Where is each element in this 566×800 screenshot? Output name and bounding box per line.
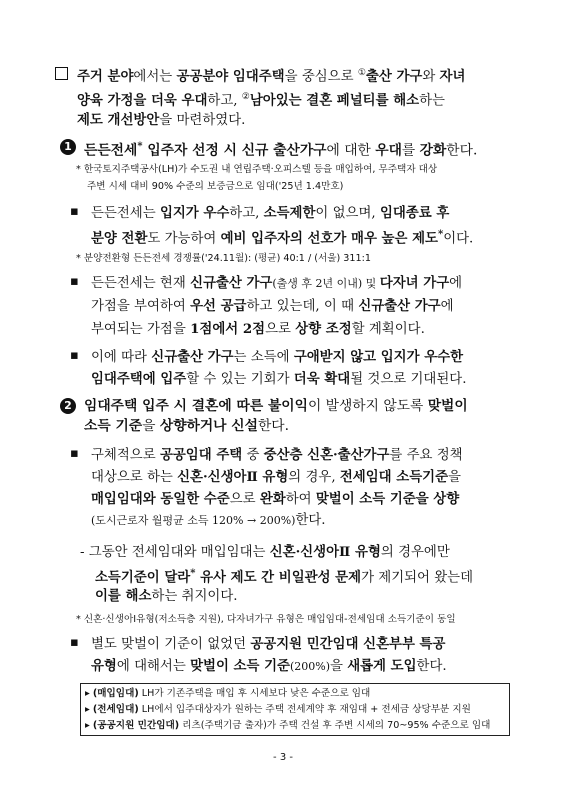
section-2-title-line-2: [84, 417, 289, 435]
text: 맞벌이 소득 기준: [190, 658, 290, 674]
text: *: [190, 568, 196, 579]
section-1-title: [84, 138, 477, 160]
footnote: * 한국토지주택공사(LH)가 수도권 내 연립주택·오피스텔 등을 매입하여, 무주택자 대상: [76, 164, 438, 175]
paragraph-line: [95, 565, 473, 587]
title-text: 에 대한: [326, 142, 376, 159]
title-text: 을: [142, 418, 160, 434]
text: 하는 취지이다.: [151, 589, 238, 604]
text: 의 경우,: [288, 470, 340, 485]
text: 가점을 부여하여: [91, 299, 191, 314]
text: 에: [449, 276, 463, 291]
bullet-icon: ▪: [70, 204, 79, 219]
paragraph-line: [91, 370, 466, 389]
text: 에: [440, 299, 454, 314]
triangle-bullet-icon: ▸: [85, 704, 90, 715]
paragraph-line: [91, 635, 445, 654]
text: 이에 따라: [91, 350, 152, 365]
paragraph-line: [91, 348, 463, 367]
title-text: 소득 기준: [84, 418, 143, 434]
text: 유사 제도 간 비일관성 문제: [195, 569, 362, 586]
text: 완화: [259, 491, 286, 507]
triangle-bullet-icon: ▸: [85, 720, 90, 731]
paragraph-line: [91, 320, 425, 339]
text: 공공지원 민간임대 신혼부부 특공: [250, 636, 446, 652]
bullet-icon: ▪: [70, 348, 79, 363]
title-text: 이 발생하지 않도록: [307, 398, 428, 414]
definition-row: [85, 687, 370, 700]
text: 대상으로 하는: [91, 470, 178, 485]
text: 될 것으로 기대된다.: [350, 372, 467, 387]
text: 이다.: [443, 231, 474, 247]
footnote: * 분양전환형 든든전세 경쟁률('24.11월): (평균) 40:1 / (서울) 311:1: [76, 253, 371, 264]
text: 더욱 확대: [293, 371, 351, 387]
text: 을: [448, 470, 461, 485]
text: 중: [242, 448, 264, 463]
title-text: 맞벌이: [427, 398, 468, 414]
text: 신규출산 가구: [190, 275, 273, 291]
bullet-icon: ▪: [70, 635, 79, 650]
text: 하고 있는데, 이 때: [246, 299, 359, 314]
title-text: 상향하거나 신설: [159, 418, 258, 434]
text: 새롭게 도입: [347, 658, 417, 674]
bullet-icon: ▪: [70, 446, 79, 461]
text: 는 소득에: [233, 350, 294, 365]
text: 구체적으로: [91, 448, 160, 463]
paragraph-line: [91, 297, 454, 316]
intro-text: 제도 개선방안: [77, 112, 160, 128]
title-text: 한다.: [257, 418, 289, 434]
text: 가 제기되어 왔는데: [361, 570, 474, 586]
text: 전세임대 소득기준: [339, 469, 449, 485]
paragraph-line: [91, 226, 473, 248]
text: 매입임대와 동일한 수준: [91, 491, 230, 507]
text: 입지가 우수: [159, 205, 230, 221]
text: 리츠(주택기금 출자)가 주택 건설 후 주변 시세의 70~95% 수준으로 임대: [179, 720, 491, 731]
text: 할 수 있는 기회가: [186, 372, 294, 387]
text: 임대종료 후: [379, 205, 450, 221]
text: 의 경우에만: [380, 545, 450, 560]
text: 별도 맞벌이 기준이 없었던: [91, 637, 251, 652]
intro-text: ②: [241, 92, 250, 102]
footnote: 주변 시세 대비 90% 수준의 보증금으로 임대('25년 1.4만호): [87, 181, 344, 192]
text: 에 대해서는: [116, 659, 191, 674]
text: (전세임대): [92, 704, 139, 715]
text: 소득기준이 달라: [95, 569, 191, 586]
intro-text: 을 중심으로: [284, 69, 358, 85]
text: 우선 공급: [190, 298, 247, 314]
bullet-icon: ▪: [70, 274, 79, 289]
text: 구애받지 않고 입지가 우수한: [293, 349, 464, 365]
paragraph-line: [91, 446, 463, 465]
text: LH가 기존주택을 매입 후 시세보다 낮은 수준으로 임대: [138, 688, 371, 699]
text: 하여: [285, 492, 316, 507]
text: 임대주택에 입주: [91, 371, 187, 387]
intro-line-2: [77, 88, 445, 110]
title-text: 든든전세: [84, 142, 138, 159]
text: 으로: [229, 492, 260, 507]
title-text: 강화: [419, 142, 447, 159]
paragraph-line: [91, 512, 326, 530]
title-text: 우대: [375, 142, 402, 159]
definition-row: [85, 719, 490, 732]
section-2-title: [84, 397, 468, 415]
text: LH에서 입주대상자가 원하는 주택 전세계약 후 재임대 + 전세금 상당부분 지원: [138, 704, 471, 715]
intro-text: 양육 가정을 더욱 우대: [77, 92, 208, 109]
paragraph-line: [91, 468, 461, 487]
text: 을: [329, 659, 348, 674]
paragraph-line: [91, 204, 449, 223]
paragraph-line: [91, 490, 459, 509]
text: 이를 해소: [95, 588, 152, 604]
text: 한다.: [295, 513, 326, 528]
intro-text: 공공분야 임대주택: [176, 68, 285, 85]
title-text: 입주자 선정 시 신규 출산가구: [142, 142, 327, 159]
checkbox-square-icon: [55, 67, 68, 80]
text: 도 가능하여: [147, 231, 221, 247]
text: 상향 조정: [295, 321, 352, 337]
text: 신규출산 가구: [151, 349, 234, 365]
text: 예비 입주자의 선호가 매우 높은 제도: [220, 230, 438, 247]
text: - 그동안 전세임대와 매입임대는: [80, 545, 270, 560]
text: 분양 전환: [91, 230, 148, 247]
intro-text: 주거 분야: [77, 68, 134, 85]
text: 신규출산 가구: [358, 298, 441, 314]
intro-text: 남아있는 결혼 페널티를 해소: [249, 92, 420, 109]
text: (공공지원 민간임대): [92, 720, 180, 731]
intro-text: 하는: [419, 93, 445, 109]
text: 를 주요 정책: [389, 448, 463, 463]
text: 으로: [265, 322, 296, 337]
text: 하고,: [229, 206, 264, 221]
title-text: 를: [401, 142, 420, 159]
section-number-2-icon: 2: [60, 398, 76, 414]
triangle-bullet-icon: ▸: [85, 688, 90, 699]
text: 든든전세는: [91, 206, 160, 221]
intro-text: 출산 가구: [365, 68, 423, 85]
section-number-1-icon: 1: [60, 139, 76, 155]
title-text: 한다.: [446, 142, 478, 159]
intro-text: 하고,: [207, 93, 242, 109]
intro-text: ①: [357, 68, 366, 78]
text: 신혼·신생아Ⅱ 유형: [269, 544, 381, 560]
title-text: 임대주택 입주 시 결혼에 따른 불이익: [84, 398, 308, 414]
text: (도시근로자 월평균 소득 120% → 200%): [91, 514, 296, 527]
text: *: [437, 229, 444, 240]
intro-line-3: [77, 111, 245, 130]
text: 1점에서 2점: [190, 321, 266, 337]
text: 소득제한: [263, 205, 316, 221]
text: (출생 후 2년 이내) 및: [272, 277, 380, 290]
text: 할 계획이다.: [351, 322, 425, 337]
text: 유형: [91, 658, 117, 674]
intro-text: 에서는: [133, 69, 177, 85]
intro-text: 와: [422, 69, 440, 85]
definition-row: [85, 703, 471, 716]
text: (200%): [289, 660, 330, 673]
intro-text: 을 마련하였다.: [159, 113, 246, 128]
text: 신혼·신생아Ⅱ 유형: [177, 469, 289, 485]
definition-box: [80, 683, 510, 736]
text: 부여되는 가점을: [91, 322, 191, 337]
intro-text: 자녀: [439, 68, 466, 85]
paragraph-line: [91, 657, 447, 676]
footnote: * 신혼·신생아Ⅰ유형(저소득층 지원), 다자녀가구 유형은 매입임대-전세임대 소득기준이 동일: [76, 614, 456, 625]
text: (매입임대): [92, 688, 139, 699]
text: 공공임대 주택: [159, 447, 243, 463]
paragraph-line: [95, 587, 238, 606]
paragraph-line: [80, 543, 450, 562]
text: 든든전세는 현재: [91, 276, 191, 291]
title-text: *: [137, 141, 143, 152]
page-number: - 3 -: [273, 752, 293, 763]
paragraph-line: [91, 274, 462, 293]
text: 이 없으며,: [315, 206, 380, 221]
text: 맞벌이 소득 기준을 상향: [315, 491, 460, 507]
text: 한다.: [416, 659, 447, 674]
intro-line-1: [77, 64, 465, 86]
text: 다자녀 가구: [379, 275, 450, 291]
text: 중산층 신혼·출산가구: [263, 447, 390, 463]
